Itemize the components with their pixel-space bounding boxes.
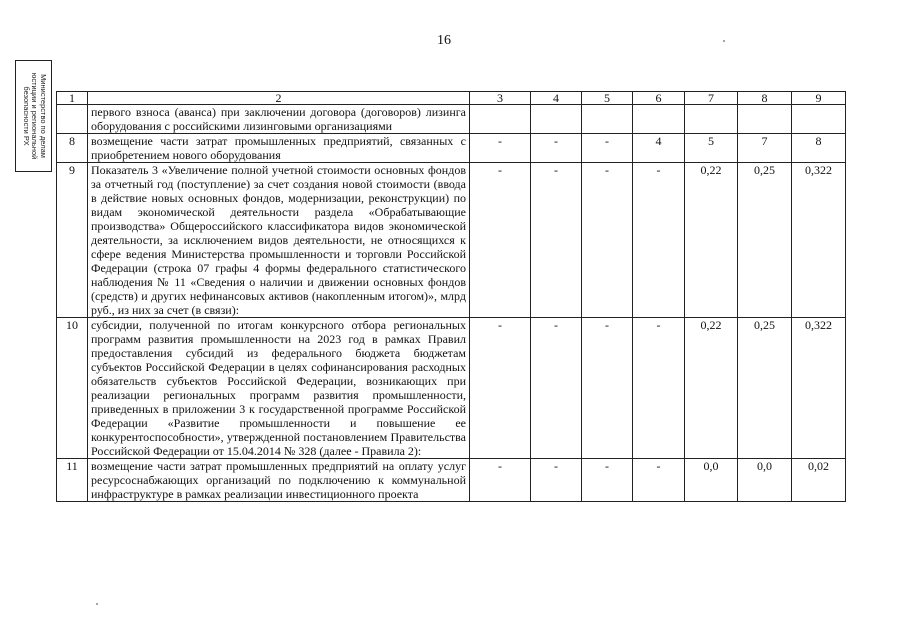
value-cell: -: [531, 134, 582, 163]
value-cell: 0,322: [792, 163, 846, 318]
value-cell: -: [470, 318, 531, 459]
page-number: 16: [437, 33, 451, 48]
value-cell: [685, 105, 738, 134]
stamp-line: безопасности РХ: [21, 86, 31, 146]
table-row: [57, 163, 846, 318]
value-cell: -: [633, 318, 685, 459]
column-header: 6: [633, 92, 685, 105]
column-header: 4: [531, 92, 582, 105]
value-cell: [792, 105, 846, 134]
column-header: 7: [685, 92, 738, 105]
value-cell: 0,22: [685, 318, 738, 459]
column-header: 5: [582, 92, 633, 105]
registration-stamp: [15, 60, 52, 172]
value-cell: -: [633, 163, 685, 318]
value-cell: [633, 105, 685, 134]
table-row: [57, 105, 846, 134]
value-cell: -: [582, 459, 633, 502]
value-cell: -: [582, 318, 633, 459]
value-cell: -: [470, 134, 531, 163]
row-description: возмещение части затрат промышленных предприятий на оплату услуг ресурсоснабжающих организаций по подключению к коммунальной инфраструктуре в рамках реализации инвестиционного проекта: [88, 459, 470, 502]
stamp-text: [21, 62, 47, 170]
row-number: 8: [57, 134, 88, 163]
table-row: [57, 318, 846, 459]
value-cell: 0,0: [738, 459, 792, 502]
value-cell: 8: [792, 134, 846, 163]
value-cell: 4: [633, 134, 685, 163]
value-cell: -: [582, 163, 633, 318]
column-header: 9: [792, 92, 846, 105]
stamp-line: юстиции и региональной: [29, 72, 39, 160]
row-number: 10: [57, 318, 88, 459]
column-header: 1: [57, 92, 88, 105]
value-cell: -: [531, 459, 582, 502]
value-cell: -: [531, 318, 582, 459]
column-header: 3: [470, 92, 531, 105]
scan-speck: [96, 603, 98, 605]
column-header: 2: [88, 92, 470, 105]
row-description: возмещение части затрат промышленных предприятий, связанных с приобретением нового оборудования: [88, 134, 470, 163]
table-row: [57, 134, 846, 163]
scan-speck: [723, 40, 725, 42]
value-cell: 7: [738, 134, 792, 163]
row-description: субсидии, полученной по итогам конкурсного отбора региональных программ развития промышленности на 2023 год в рамках Правил предоставления субсидий из федерального бюджета бюджетам субъектов Российской Федерации в целях софинансирования расходных обязательств субъектов Российской Федерации, возникающих при реализации региональных программ развития промышленности, приведенных в приложении 3 к государственной программе Российской Федерации «Развитие промышленности и повышение ее конкурентоспособности», утвержденной постановлением Правительства Российской Федерации от 15.04.2014 № 328 (далее - Правила 2):: [88, 318, 470, 459]
value-cell: 0,0: [685, 459, 738, 502]
indicators-table: [56, 91, 846, 502]
value-cell: 5: [685, 134, 738, 163]
row-description: первого взноса (аванса) при заключении договора (договоров) лизинга оборудования с российскими лизинговыми организациями: [88, 105, 470, 134]
value-cell: -: [470, 163, 531, 318]
value-cell: [582, 105, 633, 134]
value-cell: 0,22: [685, 163, 738, 318]
value-cell: [470, 105, 531, 134]
row-number: [57, 105, 88, 134]
value-cell: [738, 105, 792, 134]
value-cell: 0,322: [792, 318, 846, 459]
stamp-line: Министерство по делам: [38, 74, 48, 158]
value-cell: -: [470, 459, 531, 502]
value-cell: 0,25: [738, 163, 792, 318]
value-cell: [531, 105, 582, 134]
value-cell: -: [633, 459, 685, 502]
value-cell: 0,02: [792, 459, 846, 502]
value-cell: -: [531, 163, 582, 318]
column-header: 8: [738, 92, 792, 105]
row-number: 11: [57, 459, 88, 502]
row-number: 9: [57, 163, 88, 318]
value-cell: 0,25: [738, 318, 792, 459]
row-description: Показатель 3 «Увеличение полной учетной стоимости основных фондов за отчетный год (поступление) за счет создания новой стоимости (ввода в действие новых основных фондов, модернизации, реконструкции) по видам экономической деятельности раздела «Обрабатывающие производства» Общероссийского классификатора видов экономической деятельности, за исключением видов деятельности, не относящихся к сфере ведения Министерства промышленности и торговли Российской Федерации (строка 07 графы 4 формы федерального статистического наблюдения № 11 «Сведения о наличии и движении основных фондов (средств) и других нефинансовых активов (накопленным итогом)», млрд руб., из них за счет (в связи):: [88, 163, 470, 318]
value-cell: -: [582, 134, 633, 163]
table-header-row: [57, 92, 846, 105]
table-row: [57, 459, 846, 502]
